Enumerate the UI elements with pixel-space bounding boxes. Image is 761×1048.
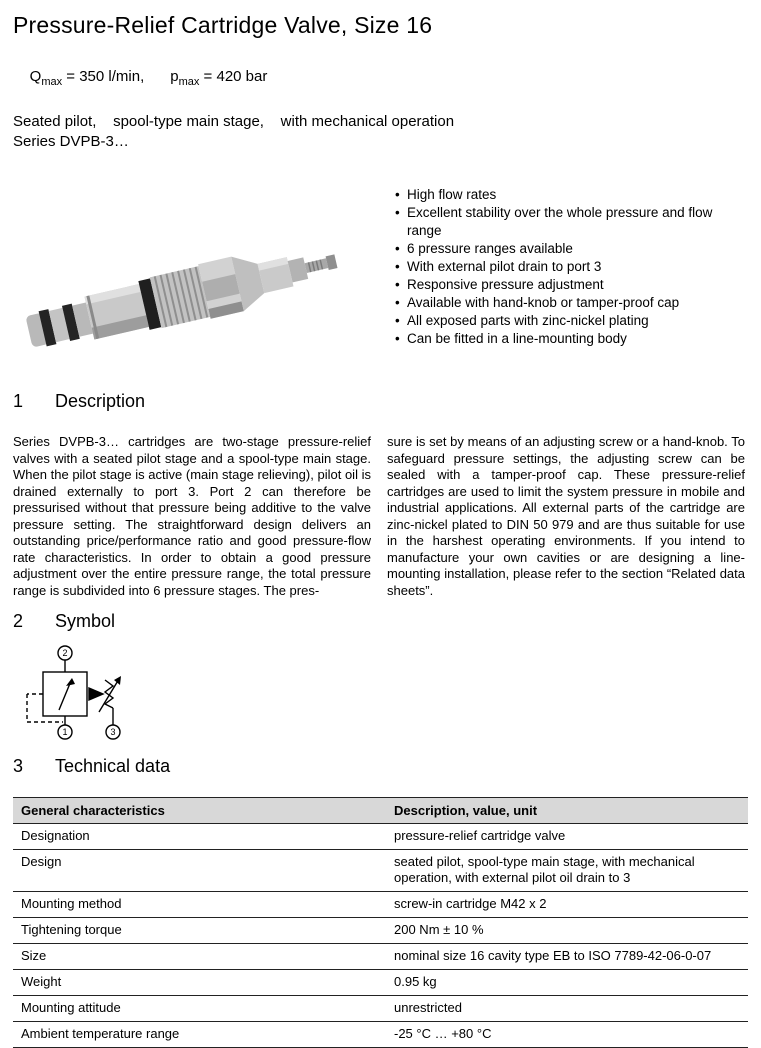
section-title: Technical data <box>55 756 171 776</box>
table-row <box>13 1022 748 1048</box>
port-3-label: 3 <box>110 727 116 737</box>
row-label: Design <box>13 850 386 892</box>
section-description <box>13 391 748 599</box>
cartridge-valve-image <box>13 174 381 379</box>
feature-item: • High flow rates <box>395 186 748 204</box>
subtitle-design: Seated pilot, spool-type main stage, with mechanical operation <box>13 113 455 130</box>
section-symbol <box>13 611 748 744</box>
product-photo <box>13 174 381 379</box>
table-row <box>13 970 748 996</box>
section-description-heading <box>13 391 748 412</box>
feature-item: • All exposed parts with zinc-nickel plating <box>395 312 748 330</box>
table-row <box>13 944 748 970</box>
port-2-label: 2 <box>62 648 68 658</box>
feature-item: • Available with hand-knob or tamper-proof cap <box>395 294 748 312</box>
section-title: Symbol <box>55 611 116 631</box>
row-value: screw-in cartridge M42 x 2 <box>386 892 748 918</box>
feature-list <box>395 186 748 381</box>
row-label: Designation <box>13 824 386 850</box>
table-header-value: Description, value, unit <box>386 798 748 824</box>
section-number: 2 <box>13 611 24 631</box>
pmax-spec: $p_{max} = 420$ bar <box>170 68 268 88</box>
description-column-right: sure is set by means of an adjusting screw or a hand-knob. To safeguard pressure settings, the adjusting screw can be sealed with a tamper-proof cap. These pressure-relief cartridges are used to limit the system pressure in mobile and industrial applications. All external parts of the cartridge are zinc-nickel plated to DIN 50 979 and are thus suitable for use in the harshest operating environments. If you intend to manufacture your own cavities or are designing a line-mounting installation, please refer to the section “Related data sheets”. <box>387 434 745 598</box>
section-number: 3 <box>13 756 24 776</box>
section-symbol-heading <box>13 611 748 632</box>
feature-item: • 6 pressure ranges available <box>395 240 748 258</box>
table-row <box>13 850 748 892</box>
feature-item: • Can be fitted in a line-mounting body <box>395 330 748 348</box>
table-header-row <box>13 798 748 824</box>
description-column-left: Series DVPB-3… cartridges are two-stage pressure-relief valves with a seated pilot stage and a spool-type main stage. When the pilot stage is active (main stage relieving), pilot oil is drained externally to port 3. Port 2 can therefore be pressurised without that pressure being additive to the valve pressure setting. The straightforward design delivers an outstanding price/performance ratio and good pressure-flow rate characteristics. In order to obtain a good pressure adjustment over the entire pressure range, the total pressure range is subdivided into 6 pressure stages. The pres- <box>13 434 371 598</box>
section-number: 1 <box>13 391 24 411</box>
section-title: Description <box>55 391 146 411</box>
feature-item: • Responsive pressure adjustment <box>395 276 748 294</box>
row-label: Ambient temperature range <box>13 1022 386 1048</box>
hydraulic-symbol <box>15 642 748 744</box>
technical-data-table <box>13 797 748 1048</box>
row-value: nominal size 16 cavity type EB to ISO 7789-42-06-0-07 <box>386 944 748 970</box>
subtitle-series: Series DVPB-3… <box>13 133 129 150</box>
row-value: 200 Nm ± 10 % <box>386 918 748 944</box>
port-1-label: 1 <box>62 727 68 737</box>
row-label: Weight <box>13 970 386 996</box>
row-label: Tightening torque <box>13 918 386 944</box>
section-technical-data-heading <box>13 756 748 777</box>
row-label: Mounting attitude <box>13 996 386 1022</box>
table-row <box>13 892 748 918</box>
table-header-characteristics: General characteristics <box>13 798 386 824</box>
relief-valve-symbol-drawing <box>15 642 147 744</box>
row-label: Mounting method <box>13 892 386 918</box>
row-label: Size <box>13 944 386 970</box>
row-value: pressure-relief cartridge valve <box>386 824 748 850</box>
row-value: unrestricted <box>386 996 748 1022</box>
feature-item: • With external pilot drain to port 3 <box>395 258 748 276</box>
table-row <box>13 918 748 944</box>
spec-line <box>13 51 748 105</box>
feature-item: • Excellent stability over the whole pressure and flow range <box>395 204 748 240</box>
row-value: 0.95 kg <box>386 970 748 996</box>
qmax-spec: $Q_{max} = 350$ l/min, <box>29 68 145 88</box>
page-title: Pressure-Relief Cartridge Valve, Size 16 <box>13 12 433 38</box>
hero-section <box>13 174 748 381</box>
table-row <box>13 824 748 850</box>
description-columns <box>13 434 748 599</box>
table-row <box>13 996 748 1022</box>
row-value: seated pilot, spool-type main stage, with mechanical operation, with external pilot oil drain to 3 <box>386 850 748 892</box>
row-value: -25 °C … +80 °C <box>386 1022 748 1048</box>
section-technical-data <box>13 756 748 1048</box>
